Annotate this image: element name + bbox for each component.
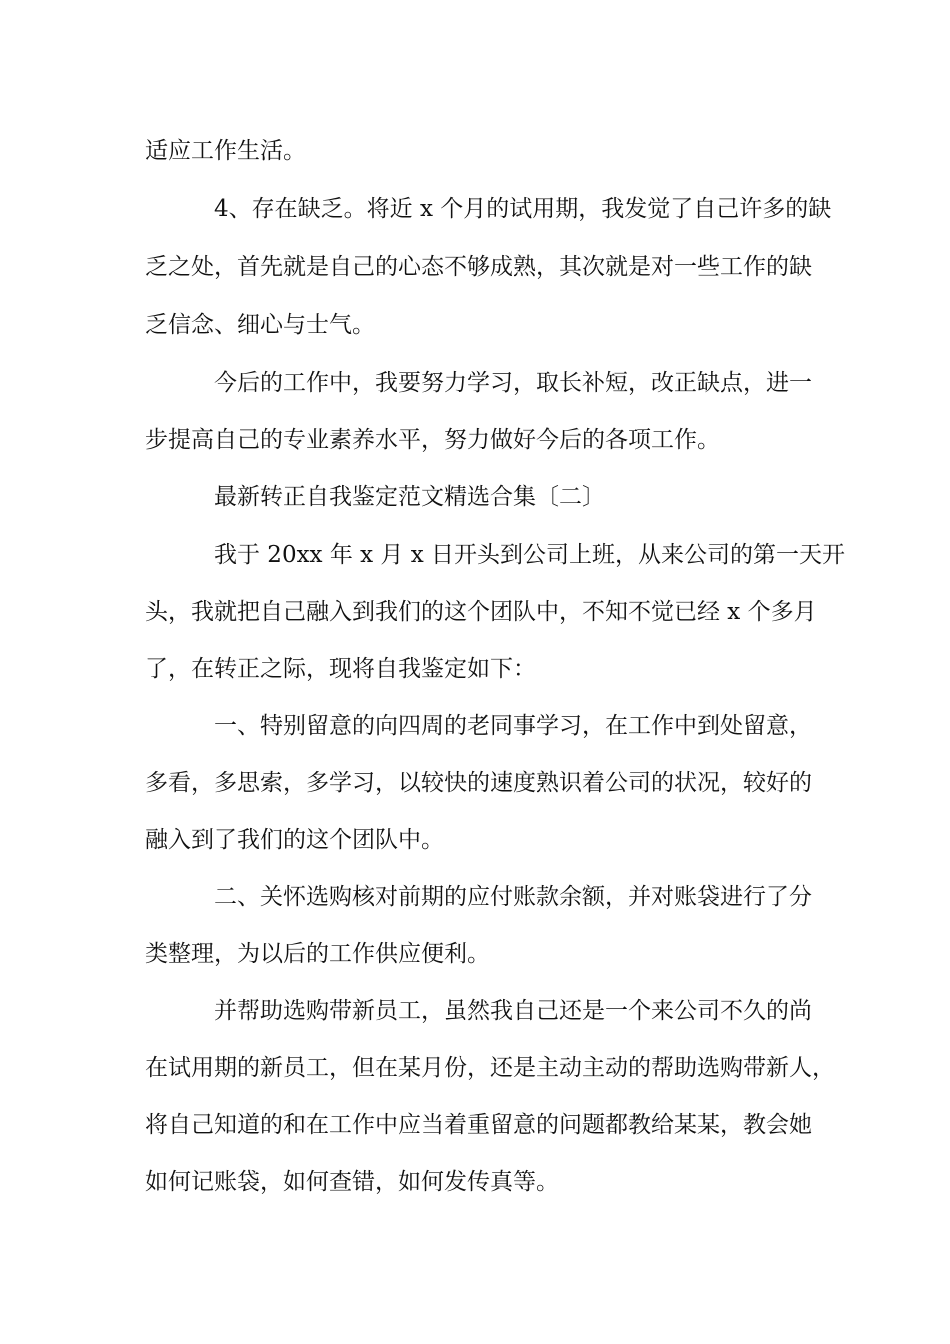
text-line: 我于 20xx 年 x 月 x 日开头到公司上班，从来公司的第一天开 <box>214 542 846 568</box>
text-line: 二、关怀选购核对前期的应付账款余额，并对账袋进行了分 <box>214 884 812 910</box>
section-heading: 最新转正自我鉴定范文精选合集〔二〕 <box>214 484 605 510</box>
text-line: 乏之处，首先就是自己的心态不够成熟，其次就是对一些工作的缺 <box>145 254 812 280</box>
text-line: 在试用期的新员工，但在某月份，还是主动主动的帮助选购带新人， <box>145 1055 835 1081</box>
text-line: 融入到了我们的这个团队中。 <box>145 827 444 853</box>
text-line: 适应工作生活。 <box>145 138 306 164</box>
text-line: 类整理，为以后的工作供应便利。 <box>145 941 490 967</box>
text-line: 4、存在缺乏。将近 x 个月的试用期，我发觉了自己许多的缺 <box>214 196 832 222</box>
text-line: 多看，多思索，多学习，以较快的速度熟识着公司的状况，较好的 <box>145 770 812 796</box>
text-line: 乏信念、细心与士气。 <box>145 312 375 338</box>
text-line: 今后的工作中，我要努力学习，取长补短，改正缺点，进一 <box>214 370 812 396</box>
text-line: 并帮助选购带新员工，虽然我自己还是一个来公司不久的尚 <box>214 998 812 1024</box>
text-line: 将自己知道的和在工作中应当着重留意的问题都教给某某，教会她 <box>145 1112 812 1138</box>
text-line: 步提高自己的专业素养水平，努力做好今后的各项工作。 <box>145 427 720 453</box>
text-line: 如何记账袋，如何查错，如何发传真等。 <box>145 1169 559 1195</box>
text-line: 一、特别留意的向四周的老同事学习，在工作中到处留意， <box>214 713 812 739</box>
text-line: 了，在转正之际，现将自我鉴定如下： <box>145 656 536 682</box>
text-line: 头，我就把自己融入到我们的这个团队中，不知不觉已经 x 个多月 <box>145 599 817 625</box>
